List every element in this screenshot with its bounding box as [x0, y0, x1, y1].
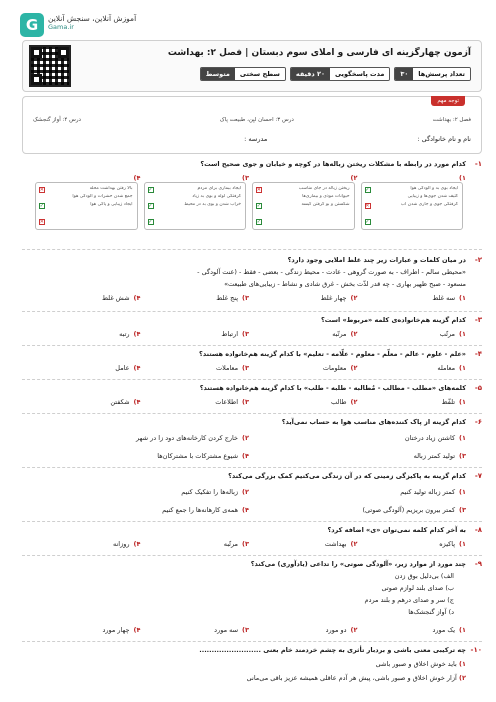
- option-2[interactable]: ۲)معلومات: [322, 364, 358, 372]
- meta-label: تعداد پرسش‌ها: [413, 68, 470, 80]
- option-text: اطلاعات: [215, 398, 239, 406]
- answer-options: [32, 330, 466, 338]
- question-2: [22, 256, 482, 312]
- brand-bar: [0, 8, 496, 36]
- question-text: در میان کلمات و عبارات زیر چند غلط املایی وجود دارد؟: [287, 256, 466, 264]
- check-icon: ✓: [148, 187, 153, 193]
- answer-options: [32, 174, 466, 230]
- meta-difficulty: [200, 67, 286, 81]
- question-text: کدام گزینه به پاکیزگی زمینی که در آن زندگی می‌کنیم کمک بزرگی می‌کند؟: [228, 472, 466, 480]
- exam-header: [22, 40, 482, 92]
- lesson-item: درس ۴: آواز گنجشک: [33, 117, 81, 123]
- option-text: سه غلط: [432, 294, 456, 302]
- option-text: مرتّب: [439, 330, 456, 338]
- option-4[interactable]: ۴)همه‌ی کارهانه‌ها را جمع کنیم: [162, 506, 249, 514]
- option-2[interactable]: [249, 174, 358, 230]
- option-number: ۲): [350, 174, 358, 182]
- option-line: گرفتگی جوی و جاری شدن آب: [400, 202, 458, 207]
- brand-url[interactable]: Gama.ir: [48, 23, 74, 31]
- check-icon: ✓: [256, 203, 261, 209]
- question-number: ۲-: [474, 256, 482, 264]
- option-text: کمتر بیرون بریزیم (آلودگی صوتی): [362, 506, 456, 514]
- option-text: پنج غلط: [216, 294, 239, 302]
- question-6: [22, 418, 482, 468]
- answer-options: [32, 434, 466, 460]
- question-subtext: «محیطی سالم - اطراف - به صورت گروهی - عادت - محیط زندگی - بعضی - فقط - (عنت آلودگی -: [197, 268, 466, 276]
- notice-badge: توجه مهم: [431, 96, 465, 106]
- option-text: چهار غلط: [320, 294, 347, 302]
- question-7: [22, 472, 482, 522]
- option-line: ایجاد بوی بد و آلودگی هوا: [410, 186, 458, 191]
- cross-icon: ✕: [256, 187, 261, 193]
- option-line: ایجاد بیماری برای مردم: [197, 186, 241, 191]
- option-3[interactable]: ۳)تولید کمتر زباله: [413, 452, 466, 460]
- option-4[interactable]: ۴)شیوع مشترکات با مشترکان‌ها: [157, 452, 249, 460]
- option-line: کثیف شدن جوی‌ها و زیبایی: [407, 194, 458, 199]
- option-text: تولید کمتر زباله: [413, 452, 456, 460]
- question-text: «علم - علوم - عالم - معلّم - معلوم - علّامه - تعلیم» با کدام گزینه هم‌خانواده هستند؟: [199, 350, 466, 358]
- option-1[interactable]: ۱) باید خوش اخلاق و صبور باشی: [375, 660, 466, 668]
- option-text: معامله: [437, 364, 456, 372]
- question-number: ۱۰-: [470, 646, 482, 654]
- option-4[interactable]: ۴)روزانه: [113, 540, 141, 548]
- meta-label: سطح سختی: [235, 68, 285, 80]
- check-icon: ✓: [148, 203, 153, 209]
- option-text: شکفتن: [110, 398, 130, 406]
- option-number: ۱): [459, 294, 466, 302]
- option-text: چهار مورد: [102, 626, 130, 634]
- qr-code-icon: [29, 45, 71, 87]
- option-text: شش غلط: [102, 294, 130, 302]
- question-number: ۵-: [474, 384, 482, 392]
- qr-corner: [31, 74, 42, 85]
- option-text: دو مورد: [325, 626, 347, 634]
- option-text: شیوع مشترکات با مشترکان‌ها: [157, 452, 239, 460]
- option-image: [144, 182, 247, 230]
- option-3[interactable]: ۳)کمتر بیرون بریزیم (آلودگی صوتی): [362, 506, 466, 514]
- option-1[interactable]: ۱)تلفّظ: [441, 398, 466, 406]
- meta-value: متوسط: [201, 68, 235, 80]
- option-3[interactable]: ۳)سه مورد: [214, 626, 249, 634]
- answer-options: [32, 626, 466, 634]
- option-line: گرفتگی لوله و بوی بد زیاد: [192, 194, 241, 199]
- option-text: آزار خوش اخلاق و صبور باشی، پیش هر آدم عاقلی همیشه عزیز باقی می‌مانی: [246, 674, 457, 682]
- option-2[interactable]: [249, 294, 358, 302]
- answer-options: [32, 294, 466, 302]
- option-text: ارتباط: [221, 330, 239, 338]
- option-text: کمتر زباله تولید کنیم: [400, 488, 456, 496]
- question-text: کدام گزینه از پاک کننده‌های مناسب هوا به حساب نمی‌آید؟: [281, 418, 466, 426]
- option-1[interactable]: ۱)مرتّب: [439, 330, 466, 338]
- question-9: [22, 560, 482, 642]
- lessons-row: [33, 117, 471, 123]
- option-number: ۱): [459, 174, 466, 182]
- cross-icon: ✕: [365, 203, 370, 209]
- option-text: یک مورد: [432, 626, 456, 634]
- option-3[interactable]: ۳)اطلاعات: [215, 398, 249, 406]
- option-2[interactable]: ۲)بهداشت: [324, 540, 358, 548]
- answer-options: [32, 398, 466, 406]
- question-text: کلمه‌های «مطلب - مطالب - مُطالبه - طلبه - طلب» با کدام گزینه هم‌خانواده هستند؟: [199, 384, 466, 392]
- option-line: ریختن زباله در جای مناسب: [298, 186, 350, 191]
- option-2[interactable]: ۲) آزار خوش اخلاق و صبور باشی، پیش هر آدم عاقلی همیشه عزیز باقی می‌مانی: [246, 674, 466, 682]
- list-item: ب) صدای بلند لوازم صوتی: [381, 584, 454, 592]
- student-row: [33, 135, 471, 143]
- option-4[interactable]: [32, 294, 141, 302]
- option-text: کاشتن زیاد درختان: [404, 434, 456, 442]
- option-4[interactable]: [32, 174, 141, 230]
- option-2[interactable]: ۲)خارج کردن کارخانه‌های دود زا در شهر: [136, 434, 249, 442]
- question-number: ۷-: [474, 472, 482, 480]
- option-3[interactable]: ۳)معاملات: [215, 364, 249, 372]
- cross-icon: ✕: [39, 219, 44, 225]
- option-4[interactable]: ۴)عامل: [115, 364, 141, 372]
- option-2[interactable]: ۲)دو مورد: [325, 626, 358, 634]
- option-4[interactable]: ۴)رتبه: [119, 330, 141, 338]
- question-5: [22, 384, 482, 414]
- option-3[interactable]: [141, 174, 250, 230]
- option-text: بهداشت: [324, 540, 347, 548]
- option-1[interactable]: ۱)یک مورد: [432, 626, 466, 634]
- check-icon: ✓: [148, 219, 153, 225]
- meta-label: مدت پاسخگویی: [330, 68, 389, 80]
- option-text: معاملات: [215, 364, 239, 372]
- question-text: چه ترکیبی معنی باشی و بردبار تأثری به چشم خردمند خام بعنی .........................: [199, 646, 466, 654]
- lesson-item: درس ۳: احسان لیِن، طبیعت پاک: [219, 117, 294, 123]
- question-text: به آخر کدام کلمه نمی‌توان «ی» اضافه کرد؟: [327, 526, 466, 534]
- option-text: معلومات: [322, 364, 347, 372]
- option-line: جمع شدن حشرات و آلودگی هوا: [72, 194, 133, 199]
- meta-question-count: [394, 67, 471, 81]
- option-text: روزانه: [113, 540, 130, 548]
- cross-icon: ✕: [39, 187, 44, 193]
- option-number: ۳): [242, 294, 249, 302]
- option-1[interactable]: [358, 174, 467, 230]
- option-1[interactable]: [358, 294, 467, 302]
- option-line: حیوانات موذی و بیماری‌ها: [302, 194, 350, 199]
- brand-text: [48, 14, 136, 31]
- check-icon: ✓: [256, 219, 261, 225]
- question-8: [22, 526, 482, 556]
- question-subtext: مسعود - صبح ظهیر بهاری - چه قدر لذّت بخش - غرق شادی و نشاط - زیبایی‌های طبیعت»: [224, 280, 466, 288]
- lesson-item: فصل ۲: بهداشت: [432, 117, 471, 123]
- option-text: سه مورد: [214, 626, 239, 634]
- option-text: خارج کردن کارخانه‌های دود زا در شهر: [136, 434, 239, 442]
- option-2[interactable]: ۲)مرتّبه: [332, 330, 358, 338]
- qr-corner: [58, 47, 69, 58]
- option-text: مرتّبه: [332, 330, 347, 338]
- answer-options: [32, 540, 466, 548]
- question-4: [22, 350, 482, 380]
- option-3[interactable]: [141, 294, 250, 302]
- question-number: ۸-: [474, 526, 482, 534]
- list-item: الف) بی‌دلیل بوق زدن: [394, 572, 454, 580]
- name-field[interactable]: نام و نام خانوادگی :: [417, 135, 471, 143]
- option-text: همه‌ی کارهانه‌ها را جمع کنیم: [162, 506, 239, 514]
- option-number: ۴): [133, 174, 141, 182]
- info-box: [22, 96, 482, 154]
- option-image: [361, 182, 464, 230]
- question-number: ۱-: [474, 160, 482, 168]
- option-4[interactable]: ۴)شکفتن: [110, 398, 141, 406]
- option-3[interactable]: ۳)ارتباط: [221, 330, 249, 338]
- question-3: [22, 316, 482, 346]
- question-text: کدام گزینه هم‌خانواده‌ی کلمه «مربوط» است؟: [320, 316, 466, 324]
- option-text: رتبه: [119, 330, 130, 338]
- option-1[interactable]: ۱)کمتر زباله تولید کنیم: [400, 488, 466, 496]
- option-number: ۳): [242, 174, 249, 182]
- question-1: [22, 160, 482, 250]
- option-text: زباله‌ها را تفکیک کنیم: [181, 488, 239, 496]
- question-number: ۹-: [474, 560, 482, 568]
- exam-meta: [200, 67, 471, 81]
- option-1[interactable]: ۱)پاکیزه: [439, 540, 466, 548]
- question-number: ۴-: [474, 350, 482, 358]
- option-text: طالب: [331, 398, 347, 406]
- option-image: [252, 182, 355, 230]
- option-4[interactable]: ۴)چهار مورد: [102, 626, 141, 634]
- list-item: د) آواز گنجشک‌ها: [408, 608, 454, 616]
- option-3[interactable]: ۳)مرتّبه: [223, 540, 249, 548]
- school-field[interactable]: مدرسه :: [244, 135, 268, 143]
- answer-options: [32, 488, 466, 514]
- meta-duration: [290, 67, 390, 81]
- question-10: [22, 646, 482, 698]
- list-item: ج) سر و صدای درهم و بلند مردم: [364, 596, 454, 604]
- question-text: چند مورد از موارد زیر، «آلودگی صوتی» را تداعی (یادآوری) می‌کند؟: [250, 560, 466, 568]
- exam-title: آزمون چهارگزینه ای فارسی و املای سوم دبستان | فصل ۲: بهداشت: [167, 48, 471, 58]
- option-image: [35, 182, 138, 230]
- option-text: پاکیزه: [439, 540, 456, 548]
- check-icon: ✓: [39, 203, 44, 209]
- option-text: عامل: [115, 364, 130, 372]
- brand-title: آموزش آنلاین، سنجش آنلاین: [48, 14, 137, 23]
- check-icon: ✓: [365, 219, 370, 225]
- option-line: خراب شدن و بوی بد در محیط: [184, 202, 241, 207]
- option-number: ۲): [350, 294, 358, 302]
- option-text: باید خوش اخلاق و صبور باشی: [375, 660, 457, 668]
- option-text: تلفّظ: [441, 398, 456, 406]
- option-line: ایجاد زیبایی و پاکی هوا: [90, 202, 133, 207]
- check-icon: ✓: [365, 187, 370, 193]
- option-number: ۴): [133, 294, 141, 302]
- option-1[interactable]: ۱)کاشتن زیاد درختان: [404, 434, 466, 442]
- option-1[interactable]: ۱)معامله: [437, 364, 466, 372]
- option-2[interactable]: ۲)طالب: [331, 398, 358, 406]
- meta-value: ۲۰ دقیقه: [291, 68, 330, 80]
- option-line: شکستن و بو گرفتن کیسه: [301, 202, 350, 207]
- gama-logo-icon[interactable]: G: [20, 13, 44, 37]
- question-number: ۳-: [474, 316, 482, 324]
- qr-corner: [31, 47, 42, 58]
- option-line: بالا رفتن بهداشت محله: [89, 186, 133, 191]
- question-number: ۶-: [474, 418, 482, 426]
- answer-options: [32, 364, 466, 372]
- option-text: مرتّبه: [223, 540, 239, 548]
- meta-value: ۳۰: [395, 68, 413, 80]
- question-text: کدام مورد در رابطه با مشکلات ریختن زباله‌ها در کوچه و خیابان و جوی صحیح است؟: [200, 160, 466, 168]
- option-2[interactable]: ۲)زباله‌ها را تفکیک کنیم: [181, 488, 249, 496]
